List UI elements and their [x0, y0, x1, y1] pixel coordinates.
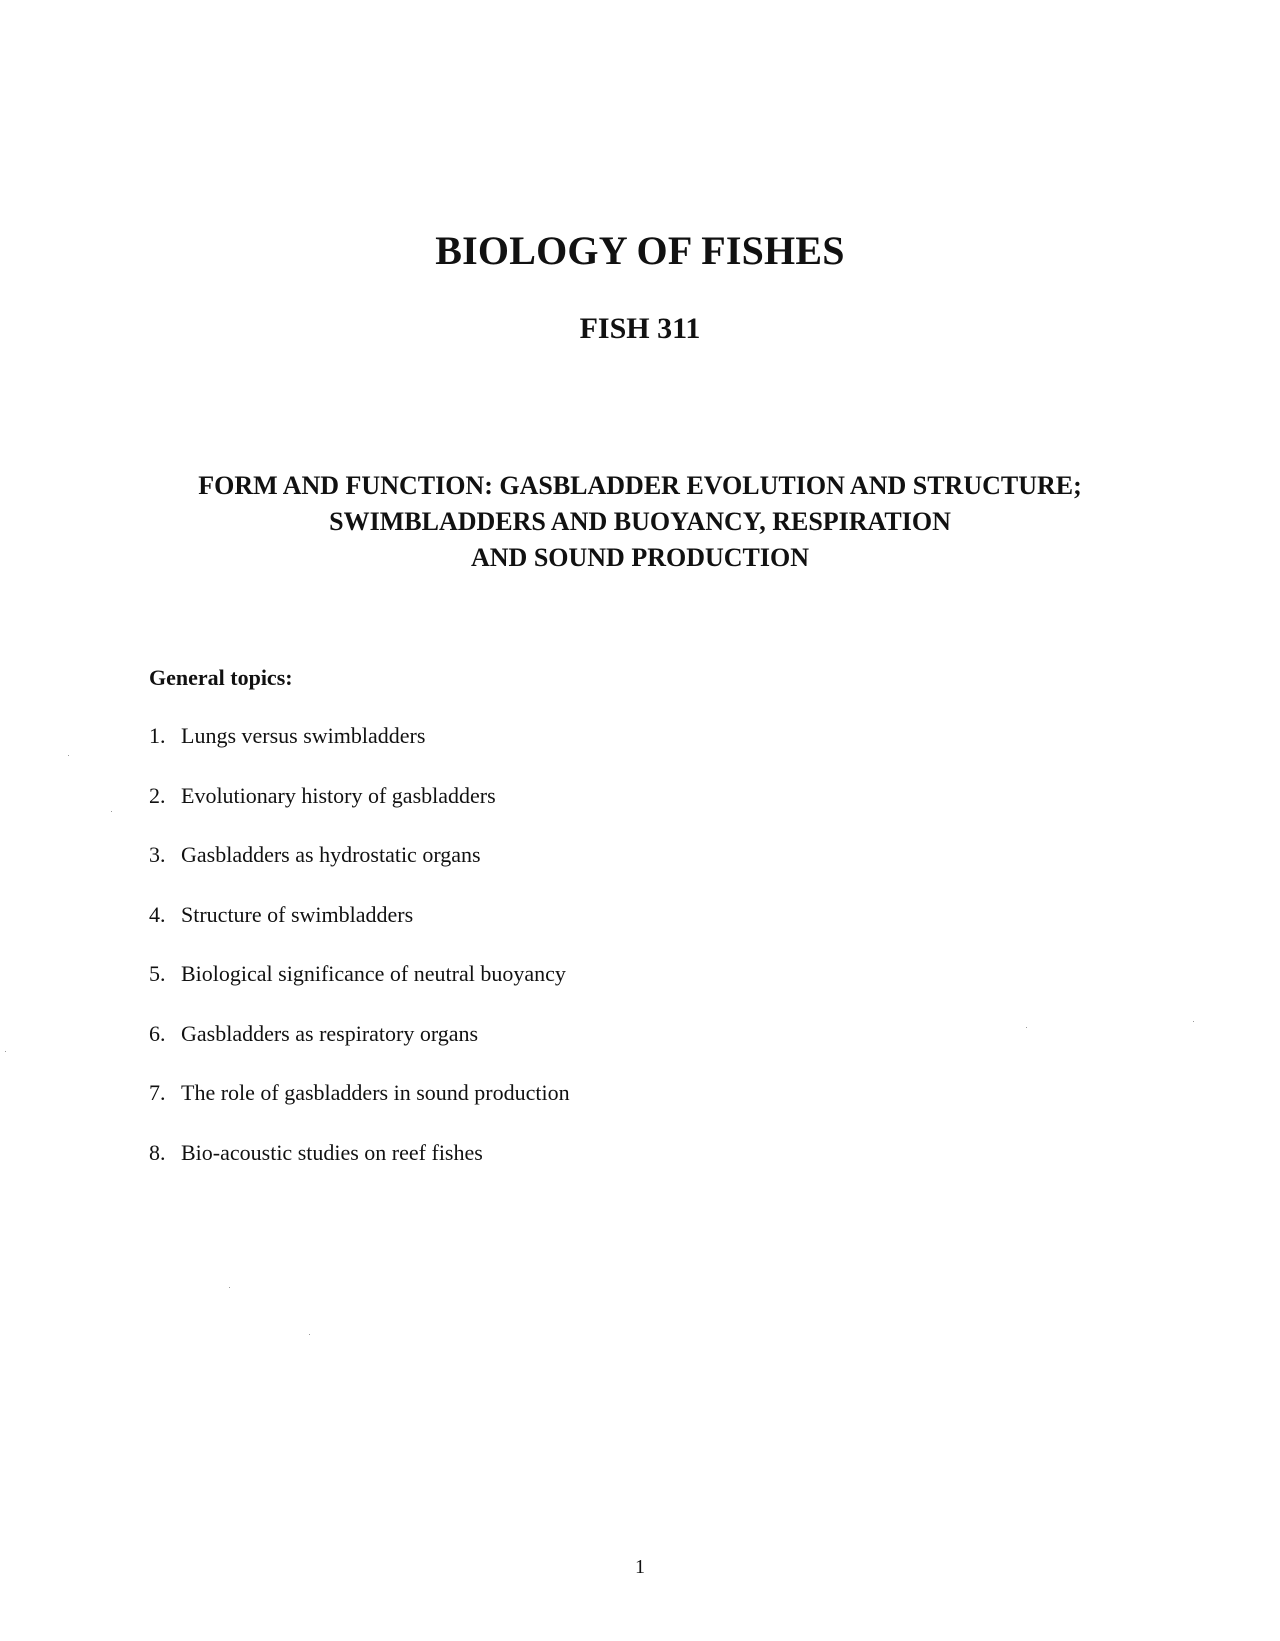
scan-speck — [1026, 1027, 1027, 1028]
course-title: BIOLOGY OF FISHES — [435, 228, 845, 273]
scan-speck — [111, 811, 112, 812]
topic-text: Biological significance of neutral buoyancy — [181, 961, 566, 986]
topic-number: 6. — [149, 1020, 166, 1046]
topic-number: 8. — [149, 1139, 166, 1165]
topic-text: Structure of swimbladders — [181, 901, 414, 927]
topic-item — [149, 722, 570, 782]
scan-speck — [229, 1287, 230, 1288]
topic-number: 4. — [149, 901, 166, 927]
topic-item — [149, 1079, 570, 1139]
topic-item — [149, 841, 570, 901]
topic-text: Evolutionary history of gasbladders — [181, 782, 496, 808]
topics-label: General topics: — [149, 665, 293, 690]
section-heading-line: FORM AND FUNCTION: GASBLADDER EVOLUTION AND STRUCTURE; — [198, 471, 1082, 500]
topic-item — [149, 1139, 570, 1199]
topic-number: 1. — [149, 723, 166, 748]
scan-speck — [5, 1051, 6, 1052]
scan-speck — [68, 755, 69, 756]
topic-number: 5. — [149, 961, 166, 986]
course-code: FISH 311 — [579, 312, 701, 345]
topic-item — [149, 901, 570, 961]
section-heading-line: SWIMBLADDERS AND BUOYANCY, RESPIRATION — [329, 507, 951, 536]
topic-text: The role of gasbladders in sound production — [181, 1080, 570, 1105]
topic-text: Gasbladders as respiratory organs — [181, 1020, 479, 1046]
topic-text: Lungs versus swimbladders — [181, 723, 426, 748]
topic-text: Bio-acoustic studies on reef fishes — [181, 1139, 483, 1165]
scan-speck — [309, 1334, 310, 1335]
topic-item — [149, 960, 570, 1020]
section-heading-line: AND SOUND PRODUCTION — [470, 543, 809, 572]
topic-number: 3. — [149, 842, 166, 867]
topic-item — [149, 782, 570, 842]
topic-item — [149, 1020, 570, 1080]
page-number: 1 — [635, 1556, 645, 1578]
scan-speck — [1193, 1021, 1194, 1022]
topic-number: 7. — [149, 1080, 166, 1105]
section-heading — [0, 468, 1280, 576]
topics-list — [149, 722, 570, 1198]
topic-text: Gasbladders as hydrostatic organs — [181, 842, 481, 867]
topic-number: 2. — [149, 782, 166, 808]
